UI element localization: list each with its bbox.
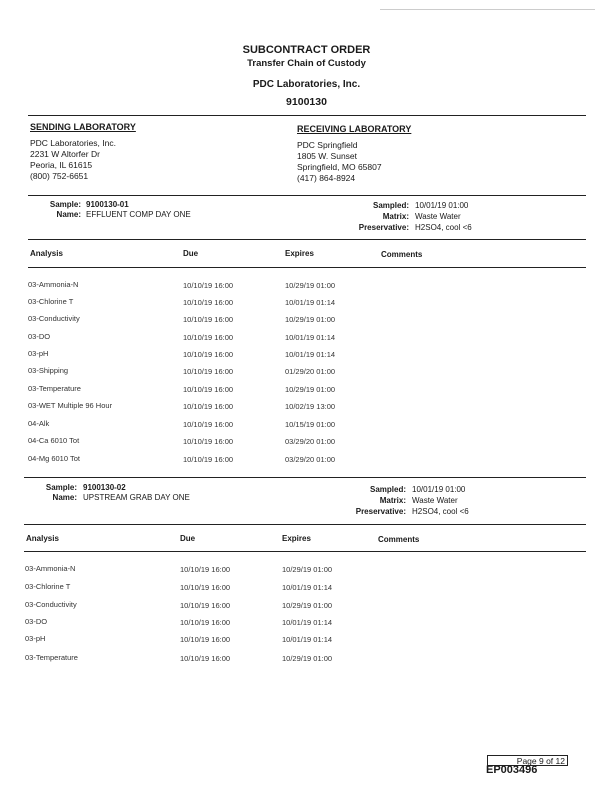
expires-cell: 10/01/19 01:14 bbox=[282, 618, 333, 627]
due-cell: 10/10/19 16:00 bbox=[183, 402, 234, 411]
sampled-value: 10/01/19 01:00 bbox=[412, 485, 466, 494]
table-header-divider bbox=[28, 267, 586, 268]
due-cell: 10/10/19 16:00 bbox=[183, 455, 234, 464]
expires-cell: 10/01/19 01:14 bbox=[285, 298, 336, 307]
sample-label: Sample: bbox=[49, 200, 81, 209]
bates-number: EP003496 bbox=[486, 764, 538, 776]
receiving-lab-line: (417) 864-8924 bbox=[297, 173, 356, 183]
due-cell: 10/10/19 16:00 bbox=[183, 437, 234, 446]
due-cell: 10/10/19 16:00 bbox=[183, 333, 234, 342]
sampled-value: 10/01/19 01:00 bbox=[415, 201, 469, 210]
name-label: Name: bbox=[56, 210, 81, 219]
receiving-lab-line: Springfield, MO 65807 bbox=[297, 162, 382, 172]
sample-divider bbox=[28, 239, 586, 240]
preservative-value: H2SO4, cool <6 bbox=[415, 223, 472, 232]
expires-cell: 10/29/19 01:00 bbox=[282, 565, 333, 574]
matrix-value: Waste Water bbox=[412, 496, 458, 505]
sample-id: 9100130-01 bbox=[86, 200, 129, 209]
preservative-value: H2SO4, cool <6 bbox=[412, 507, 469, 516]
page-number: Page 9 of 12 bbox=[487, 755, 568, 766]
receiving-lab-line: PDC Springfield bbox=[297, 140, 358, 150]
analysis-cell: 03-pH bbox=[25, 634, 46, 643]
analysis-cell: 03-Temperature bbox=[25, 653, 78, 662]
analysis-cell: 03-Conductivity bbox=[25, 600, 77, 609]
analysis-cell: 03-DO bbox=[25, 617, 48, 626]
preservative-label: Preservative: bbox=[355, 507, 406, 516]
sample-divider bbox=[24, 477, 586, 478]
sending-lab-heading: SENDING LABORATORY bbox=[30, 122, 136, 132]
expires-cell: 03/29/20 01:00 bbox=[285, 455, 336, 464]
preservative-label: Preservative: bbox=[358, 223, 409, 232]
lab-name: PDC Laboratories, Inc. bbox=[252, 79, 361, 90]
due-cell: 10/10/19 16:00 bbox=[180, 654, 231, 663]
sending-lab-line: (800) 752-6651 bbox=[30, 171, 89, 181]
due-cell: 10/10/19 16:00 bbox=[183, 281, 234, 290]
analysis-cell: 03-Conductivity bbox=[28, 314, 80, 323]
column-header-comments: Comments bbox=[378, 535, 420, 544]
column-header-analysis: Analysis bbox=[30, 249, 63, 258]
analysis-cell: 03-pH bbox=[28, 349, 49, 358]
matrix-label: Matrix: bbox=[379, 496, 406, 505]
expires-cell: 10/02/19 13:00 bbox=[285, 402, 336, 411]
analysis-cell: 03-Ammonia-N bbox=[28, 280, 79, 289]
analysis-cell: 03-WET Multiple 96 Hour bbox=[28, 401, 113, 410]
sample-name: UPSTREAM GRAB DAY ONE bbox=[83, 493, 190, 502]
matrix-label: Matrix: bbox=[382, 212, 409, 221]
sending-lab-line: PDC Laboratories, Inc. bbox=[30, 138, 116, 148]
analysis-cell: 03-DO bbox=[28, 332, 51, 341]
matrix-value: Waste Water bbox=[415, 212, 461, 221]
order-number: 9100130 bbox=[286, 96, 327, 108]
document-title: SUBCONTRACT ORDER bbox=[242, 44, 371, 56]
sample-label: Sample: bbox=[45, 483, 77, 492]
column-header-due: Due bbox=[183, 249, 199, 258]
expires-cell: 10/29/19 01:00 bbox=[285, 385, 336, 394]
column-header-expires: Expires bbox=[282, 534, 311, 543]
analysis-cell: 03-Shipping bbox=[28, 366, 69, 375]
sending-lab-line: 2231 W Altorfer Dr bbox=[30, 149, 100, 159]
analysis-cell: 04-Alk bbox=[28, 419, 50, 428]
expires-cell: 10/01/19 01:14 bbox=[285, 350, 336, 359]
lab-section-divider bbox=[28, 195, 586, 196]
expires-cell: 10/29/19 01:00 bbox=[282, 654, 333, 663]
due-cell: 10/10/19 16:00 bbox=[183, 367, 234, 376]
sample-name: EFFLUENT COMP DAY ONE bbox=[86, 210, 191, 219]
due-cell: 10/10/19 16:00 bbox=[183, 298, 234, 307]
due-cell: 10/10/19 16:00 bbox=[183, 385, 234, 394]
expires-cell: 01/29/20 01:00 bbox=[285, 367, 336, 376]
analysis-cell: 03-Ammonia-N bbox=[25, 564, 76, 573]
receiving-lab-line: 1805 W. Sunset bbox=[297, 151, 358, 161]
expires-cell: 10/01/19 01:14 bbox=[285, 333, 336, 342]
analysis-cell: 04-Mg 6010 Tot bbox=[28, 454, 80, 463]
sample-id: 9100130-02 bbox=[83, 483, 126, 492]
expires-cell: 10/15/19 01:00 bbox=[285, 420, 336, 429]
sampled-label: Sampled: bbox=[369, 485, 406, 494]
top-edge-line bbox=[380, 9, 595, 10]
table-header-divider bbox=[24, 551, 586, 552]
column-header-comments: Comments bbox=[381, 250, 423, 259]
expires-cell: 10/29/19 01:00 bbox=[285, 281, 336, 290]
analysis-cell: 04-Ca 6010 Tot bbox=[28, 436, 80, 445]
analysis-cell: 03-Temperature bbox=[28, 384, 81, 393]
due-cell: 10/10/19 16:00 bbox=[180, 635, 231, 644]
column-header-expires: Expires bbox=[285, 249, 314, 258]
due-cell: 10/10/19 16:00 bbox=[183, 350, 234, 359]
due-cell: 10/10/19 16:00 bbox=[180, 565, 231, 574]
sampled-label: Sampled: bbox=[372, 201, 409, 210]
document-subtitle: Transfer Chain of Custody bbox=[247, 58, 366, 69]
name-label: Name: bbox=[52, 493, 77, 502]
header-divider bbox=[28, 115, 586, 116]
analysis-cell: 03-Chlorine T bbox=[25, 582, 71, 591]
due-cell: 10/10/19 16:00 bbox=[180, 601, 231, 610]
expires-cell: 10/29/19 01:00 bbox=[282, 601, 333, 610]
due-cell: 10/10/19 16:00 bbox=[183, 315, 234, 324]
due-cell: 10/10/19 16:00 bbox=[180, 618, 231, 627]
due-cell: 10/10/19 16:00 bbox=[183, 420, 234, 429]
analysis-cell: 03-Chlorine T bbox=[28, 297, 74, 306]
column-header-analysis: Analysis bbox=[26, 534, 59, 543]
receiving-lab-heading: RECEIVING LABORATORY bbox=[297, 124, 412, 134]
expires-cell: 03/29/20 01:00 bbox=[285, 437, 336, 446]
sample-divider bbox=[24, 524, 586, 525]
column-header-due: Due bbox=[180, 534, 196, 543]
expires-cell: 10/01/19 01:14 bbox=[282, 635, 333, 644]
due-cell: 10/10/19 16:00 bbox=[180, 583, 231, 592]
expires-cell: 10/01/19 01:14 bbox=[282, 583, 333, 592]
sending-lab-line: Peoria, IL 61615 bbox=[30, 160, 93, 170]
expires-cell: 10/29/19 01:00 bbox=[285, 315, 336, 324]
